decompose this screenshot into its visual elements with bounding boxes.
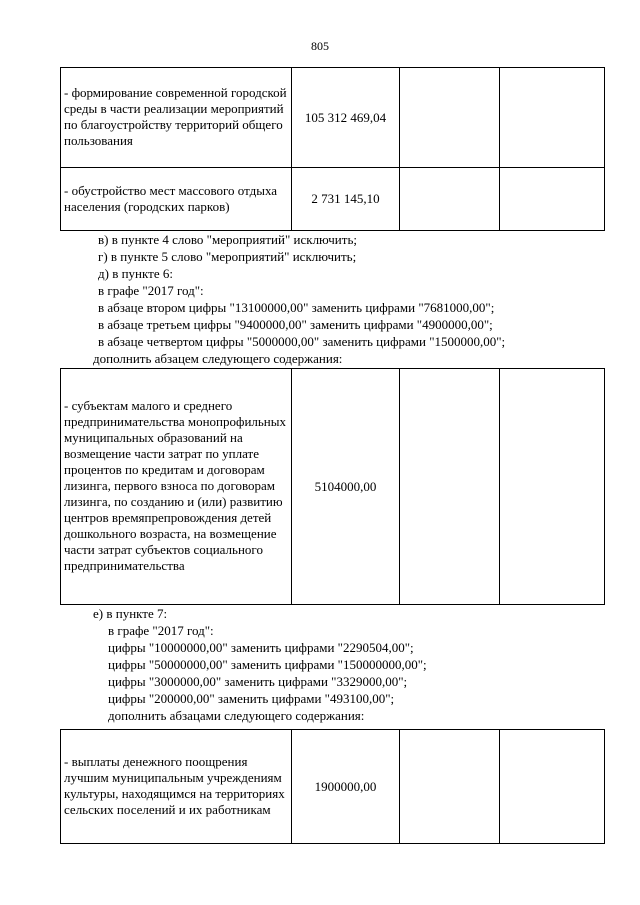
text-line: е) в пункте 7: [93, 606, 168, 621]
table-cell-empty [400, 168, 500, 231]
table-cell-amount: 1900000,00 [292, 730, 400, 844]
table-row [61, 168, 605, 231]
table-cell-description: - обустройство мест массового отдыха населения (городских парков) [61, 168, 292, 231]
text-line: дополнить абзацами следующего содержания: [108, 708, 365, 723]
table-row [61, 369, 605, 605]
text-line: г) в пункте 5 слово "мероприятий" исключить; [98, 249, 357, 264]
text-line: в абзаце четвертом цифры "5000000,00" заменить цифрами "1500000,00"; [98, 334, 506, 349]
text-line: цифры "50000000,00" заменить цифрами "150000000,00"; [108, 657, 427, 672]
table-cell-amount: 105 312 469,04 [292, 68, 400, 168]
table-cell-empty [500, 168, 605, 231]
budget-table-2 [60, 368, 605, 605]
text-line: д) в пункте 6: [98, 266, 173, 281]
table-cell-empty [400, 730, 500, 844]
text-line: в) в пункте 4 слово "мероприятий" исключить; [98, 232, 357, 247]
budget-table-3 [60, 729, 605, 844]
text-line: в графе "2017 год": [98, 283, 204, 298]
table-cell-amount: 2 731 145,10 [292, 168, 400, 231]
table-row [61, 730, 605, 844]
table-cell-empty [500, 68, 605, 168]
page-number: 805 [311, 39, 329, 53]
table-cell-amount: 5104000,00 [292, 369, 400, 605]
table-cell-description: - субъектам малого и среднего предпринимательства монопрофильных муниципальных образований на возмещение части затрат по уплате процентов по кредитам и договорам лизинга, первого взноса по договорам лизинга, по созданию и (или) развитию центров времяпрепровождения детей дошкольного возраста, на возмещение части затрат субъектов социального предпринимательства [61, 369, 292, 605]
table-cell-empty [500, 730, 605, 844]
table-cell-empty [400, 68, 500, 168]
table-cell-description: - выплаты денежного поощрения лучшим муниципальным учреждениям культуры, находящимся на территориях сельских поселений и их работникам [61, 730, 292, 844]
table-cell-empty [400, 369, 500, 605]
table-cell-description: - формирование современной городской среды в части реализации мероприятий по благоустройству территорий общего пользования [61, 68, 292, 168]
text-line: цифры "200000,00" заменить цифрами "493100,00"; [108, 691, 395, 706]
budget-table-1 [60, 67, 605, 231]
table-cell-empty [500, 369, 605, 605]
table-row [61, 68, 605, 168]
text-line: дополнить абзацем следующего содержания: [93, 351, 343, 366]
text-line: в абзаце втором цифры "13100000,00" заменить цифрами "7681000,00"; [98, 300, 495, 315]
text-line: цифры "3000000,00" заменить цифрами "3329000,00"; [108, 674, 408, 689]
text-line: цифры "10000000,00" заменить цифрами "2290504,00"; [108, 640, 414, 655]
text-line: в абзаце третьем цифры "9400000,00" заменить цифрами "4900000,00"; [98, 317, 493, 332]
text-line: в графе "2017 год": [108, 623, 214, 638]
